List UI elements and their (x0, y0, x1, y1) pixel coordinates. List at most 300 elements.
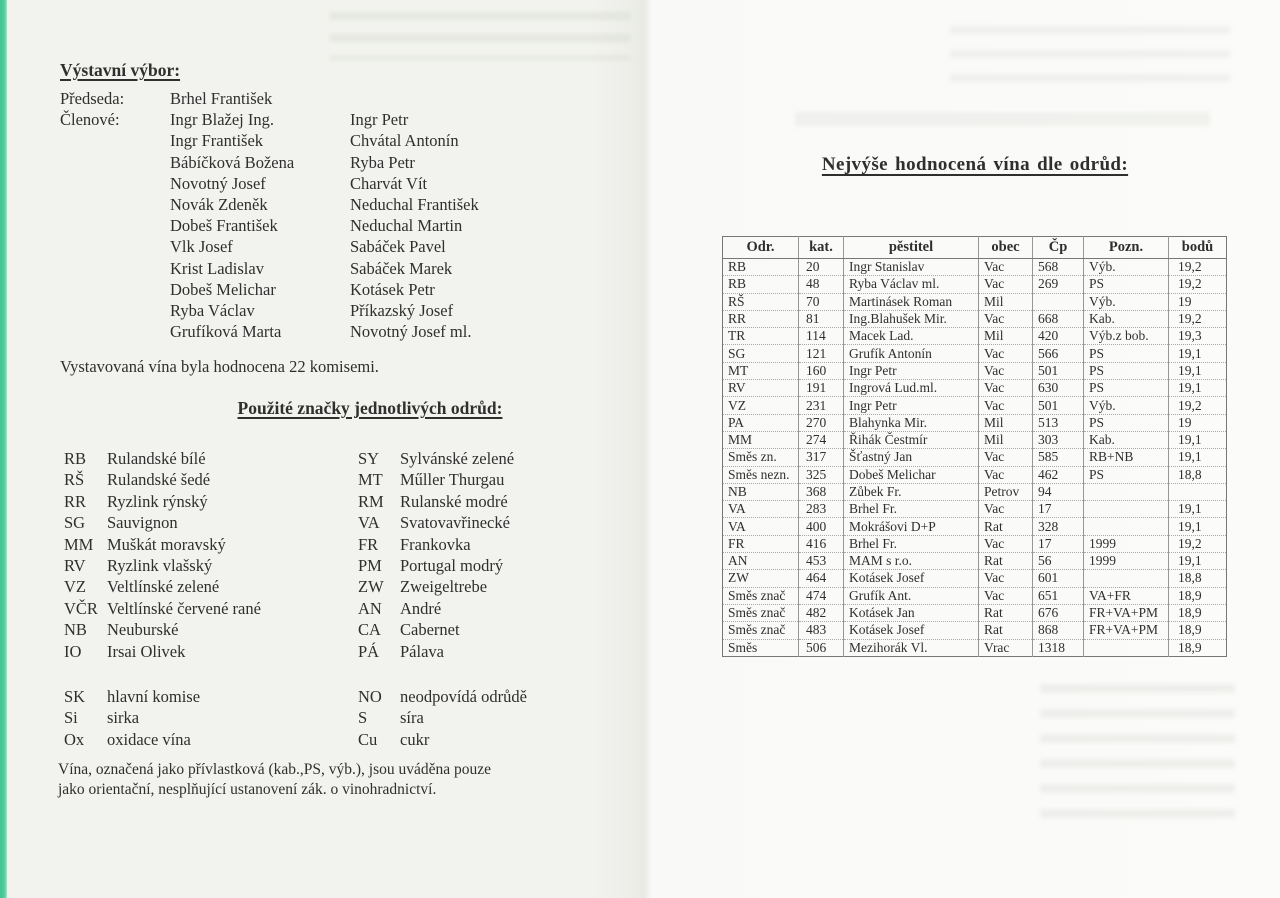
committee-list (60, 88, 600, 342)
cell: Cabernet (400, 620, 460, 640)
cell: 274 (799, 431, 844, 448)
cell: Vrac (979, 639, 1033, 656)
cell: 317 (799, 449, 844, 466)
cell: 19,2 (1169, 276, 1227, 293)
result-row (723, 259, 1227, 276)
committee-row (60, 300, 600, 321)
cell: 19,1 (1169, 345, 1227, 362)
result-row (723, 449, 1227, 466)
cell: PM (358, 555, 382, 575)
cell: Ryzlink rýnský (107, 491, 208, 511)
cell: Brhel Fr. (844, 535, 979, 552)
cell: 160 (799, 362, 844, 379)
scan-edge-strip (0, 0, 7, 898)
cell: Ingr Petr (350, 110, 409, 130)
cell: 283 (799, 501, 844, 518)
cell: Mil (979, 431, 1033, 448)
cell: 270 (799, 414, 844, 431)
cell: Ox (64, 729, 85, 749)
cell: 501 (1033, 362, 1084, 379)
cell: Dobeš Melichar (170, 279, 276, 299)
cell: Mil (979, 293, 1033, 310)
cell: Rulanské modré (400, 491, 508, 511)
cell: Macek Lad. (844, 328, 979, 345)
cell: hlavní komise (107, 687, 201, 706)
result-row (723, 328, 1227, 345)
cell: Příkazský Josef (350, 300, 454, 320)
cell: PÁ (358, 641, 380, 661)
cell (60, 215, 170, 236)
result-row (723, 639, 1227, 656)
cell: Krist Ladislav (170, 258, 264, 278)
cell: 328 (1033, 518, 1084, 535)
result-row (723, 622, 1227, 639)
committee-row (60, 130, 600, 151)
cell: Rat (979, 553, 1033, 570)
cell: Směs znač (723, 622, 799, 639)
cell: Svatovavřinecké (400, 513, 510, 533)
result-row (723, 345, 1227, 362)
cell: 19,1 (1169, 553, 1227, 570)
result-row (723, 466, 1227, 483)
cell: Grufík Ant. (844, 587, 979, 604)
cell: Směs znač (723, 604, 799, 621)
cell: 676 (1033, 604, 1084, 621)
cell (1084, 483, 1169, 500)
commissions-note: Vystavovaná vína byla hodnocena 22 komisemi. (60, 357, 379, 376)
cell: Ryba Petr (350, 152, 415, 172)
cell: Předseda: (60, 89, 125, 108)
cell: sirka (107, 708, 140, 728)
cell (350, 88, 600, 109)
cell: Ryzlink vlašský (107, 555, 213, 575)
cell: VA (723, 518, 799, 535)
column-header: Odr. (723, 237, 799, 259)
cell: S (358, 708, 368, 728)
cell: NB (64, 620, 87, 640)
cell: Muškát moravský (107, 534, 226, 554)
cell: Vac (979, 259, 1033, 276)
cell: Sylvánské zelené (400, 449, 515, 468)
cell: 18,9 (1169, 604, 1227, 621)
cell: AN (723, 553, 799, 570)
mark-row (64, 576, 609, 597)
mark-row (64, 641, 609, 662)
committee-row (60, 279, 600, 300)
cell: Řihák Čestmír (844, 431, 979, 448)
cell: Neduchal František (350, 194, 479, 214)
cell: 19,1 (1169, 362, 1227, 379)
cell: Neuburské (107, 620, 179, 640)
cell: oxidace vína (107, 729, 191, 749)
cell: 114 (799, 328, 844, 345)
cell: MM (723, 431, 799, 448)
cell: Martinásek Roman (844, 293, 979, 310)
cell: Vac (979, 310, 1033, 327)
cell: Ingrová Lud.ml. (844, 380, 979, 397)
cell: RŠ (64, 470, 85, 490)
cell: Výb.z bob. (1084, 328, 1169, 345)
cell (60, 152, 170, 173)
cell: Výb. (1084, 293, 1169, 310)
cell: FR (723, 535, 799, 552)
results-table (722, 236, 1227, 657)
result-row (723, 501, 1227, 518)
cell: 19 (1169, 414, 1227, 431)
cell: 18,8 (1169, 466, 1227, 483)
cell: RV (723, 380, 799, 397)
cell: FR (358, 534, 379, 554)
cell: 94 (1033, 483, 1084, 500)
cell: Frankovka (400, 534, 471, 554)
cell: Směs (723, 639, 799, 656)
column-header: bodů (1169, 237, 1227, 259)
cell (1084, 639, 1169, 656)
cell: 566 (1033, 345, 1084, 362)
cell: 19 (1169, 293, 1227, 310)
footnote-line: jako orientační, nesplňující ustanovení zák. o vinohradnictví. (58, 781, 437, 798)
committee-row (60, 88, 600, 109)
cell: Mezihorák Vl. (844, 639, 979, 656)
cell: SY (358, 449, 380, 468)
cell: Rulandské bílé (107, 449, 206, 468)
column-header: kat. (799, 237, 844, 259)
mark-row (64, 491, 609, 512)
result-row (723, 310, 1227, 327)
cell (60, 130, 170, 151)
cell: Veltlínské zelené (107, 577, 220, 597)
cell (60, 279, 170, 300)
cell: Vac (979, 449, 1033, 466)
cell (1084, 501, 1169, 518)
cell: Mokrášovi D+P (844, 518, 979, 535)
cell: André (400, 598, 442, 618)
cell: Vac (979, 587, 1033, 604)
cell: 18,9 (1169, 622, 1227, 639)
cell: Vac (979, 380, 1033, 397)
cell: 474 (799, 587, 844, 604)
cell: MT (723, 362, 799, 379)
cell: Blahynka Mir. (844, 414, 979, 431)
cell: RB (64, 449, 87, 468)
cell: RB+NB (1084, 449, 1169, 466)
cell (60, 194, 170, 215)
cell: 19,2 (1169, 397, 1227, 414)
cell: Šťastný Jan (844, 449, 979, 466)
cell: Chvátal Antonín (350, 131, 459, 151)
cell: 483 (799, 622, 844, 639)
committee-heading: Výstavní výbor: (60, 60, 181, 80)
cell: Vlk Josef (170, 237, 233, 257)
cell: TR (723, 328, 799, 345)
cell (1084, 570, 1169, 587)
cell: Ingr Petr (844, 362, 979, 379)
cell: Výb. (1084, 397, 1169, 414)
bleed-through-ghost (950, 26, 1230, 90)
cell: MM (64, 534, 94, 554)
cell: Brhel František (170, 89, 273, 108)
cell: 56 (1033, 553, 1084, 570)
cell: Rat (979, 622, 1033, 639)
column-header: obec (979, 237, 1033, 259)
cell (60, 236, 170, 257)
cell: cukr (400, 729, 430, 749)
cell: Ingr František (170, 131, 264, 151)
cell: Bábíčková Božena (170, 152, 295, 172)
results-title: Nejvýše hodnocená vína dle odrůd: (821, 154, 1129, 175)
cell: VČR (64, 598, 98, 618)
cell: Výb. (1084, 259, 1169, 276)
cell: 191 (799, 380, 844, 397)
cell: Vac (979, 276, 1033, 293)
cell: Petrov (979, 483, 1033, 500)
result-row (723, 483, 1227, 500)
cell: Směs zn. (723, 449, 799, 466)
cell: 506 (799, 639, 844, 656)
committee-row (60, 152, 600, 173)
cell: 668 (1033, 310, 1084, 327)
cell (60, 173, 170, 194)
committee-row (60, 236, 600, 257)
cell: Novotný Josef (170, 173, 266, 193)
cell: Mil (979, 328, 1033, 345)
cell: Sauvignon (107, 513, 178, 533)
result-row (723, 397, 1227, 414)
cell: Směs znač (723, 587, 799, 604)
cell: 453 (799, 553, 844, 570)
cell: NO (358, 687, 382, 706)
cell: Ingr Stanislav (844, 259, 979, 276)
cell: RV (64, 555, 86, 575)
cell: VA (723, 501, 799, 518)
cell: 19,2 (1169, 535, 1227, 552)
mark-row (64, 534, 609, 555)
cell: Neduchal Martin (350, 216, 463, 236)
cell: 70 (799, 293, 844, 310)
footnote (58, 760, 603, 800)
result-row (723, 431, 1227, 448)
cell: 19,2 (1169, 259, 1227, 276)
cell: Ing.Blahušek Mir. (844, 310, 979, 327)
cell: Veltlínské červené rané (107, 598, 261, 618)
result-row (723, 604, 1227, 621)
cell: NB (723, 483, 799, 500)
cell: PS (1084, 362, 1169, 379)
cell: Rat (979, 518, 1033, 535)
cell (60, 321, 170, 342)
cell: Sabáček Marek (350, 258, 453, 278)
cell: 17 (1033, 501, 1084, 518)
result-row (723, 380, 1227, 397)
marks-heading: Použité značky jednotlivých odrůd: (237, 398, 503, 418)
cell: Ingr Blažej Ing. (170, 110, 275, 130)
cell: Novák Zdeněk (170, 194, 268, 214)
cell: Mil (979, 414, 1033, 431)
cell: 400 (799, 518, 844, 535)
cell (60, 258, 170, 279)
cell (1033, 293, 1084, 310)
cell: Členové: (60, 110, 120, 130)
cell: Rulandské šedé (107, 470, 211, 490)
cell: Brhel Fr. (844, 501, 979, 518)
cell: 325 (799, 466, 844, 483)
cell: 20 (799, 259, 844, 276)
flag-row (64, 707, 609, 728)
cell: 18,9 (1169, 587, 1227, 604)
cell: Grufíková Marta (170, 322, 282, 342)
cell: Ingr Petr (844, 397, 979, 414)
cell: Műller Thurgau (400, 470, 505, 490)
cell: Zweigeltrebe (400, 577, 488, 597)
cell: 48 (799, 276, 844, 293)
mark-row (64, 598, 609, 619)
cell: ZW (723, 570, 799, 587)
cell: Vac (979, 570, 1033, 587)
committee-row (60, 194, 600, 215)
cell: 121 (799, 345, 844, 362)
mark-row (64, 448, 609, 469)
mark-row (64, 469, 609, 490)
cell: 303 (1033, 431, 1084, 448)
bleed-through-ghost (795, 112, 1210, 126)
cell: 19,1 (1169, 518, 1227, 535)
cell: Vac (979, 535, 1033, 552)
cell: Vac (979, 397, 1033, 414)
cell: Rat (979, 604, 1033, 621)
cell: Novotný Josef ml. (350, 322, 472, 342)
committee-row (60, 215, 600, 236)
committee-row (60, 258, 600, 279)
mark-row (64, 619, 609, 640)
cell: 19,1 (1169, 431, 1227, 448)
column-header: pěstitel (844, 237, 979, 259)
cell (1169, 483, 1227, 500)
cell: Pálava (400, 641, 444, 661)
result-row (723, 362, 1227, 379)
flag-marks-list (64, 686, 609, 750)
cell: Vac (979, 345, 1033, 362)
cell: PS (1084, 414, 1169, 431)
cell: 482 (799, 604, 844, 621)
cell: RM (358, 491, 384, 511)
cell: SG (723, 345, 799, 362)
result-row (723, 553, 1227, 570)
cell: VA (358, 513, 380, 533)
cell: SK (64, 687, 86, 706)
result-row (723, 276, 1227, 293)
bleed-through-ghost (1040, 684, 1235, 834)
cell: 868 (1033, 622, 1084, 639)
cell: Dobeš Melichar (844, 466, 979, 483)
cell: Kotásek Josef (844, 570, 979, 587)
cell: 416 (799, 535, 844, 552)
committee-row (60, 109, 600, 130)
result-row (723, 518, 1227, 535)
bleed-through-ghost (330, 12, 630, 60)
cell: síra (400, 708, 424, 728)
cell: Kotásek Josef (844, 622, 979, 639)
cell: SG (64, 513, 86, 533)
cell: 17 (1033, 535, 1084, 552)
flag-row (64, 686, 609, 707)
cell: MT (358, 470, 383, 490)
cell: PS (1084, 345, 1169, 362)
variety-marks-list (64, 448, 609, 662)
cell: Zůbek Fr. (844, 483, 979, 500)
result-row (723, 293, 1227, 310)
cell: PA (723, 414, 799, 431)
cell: 231 (799, 397, 844, 414)
cell: VZ (64, 577, 86, 597)
cell: VA+FR (1084, 587, 1169, 604)
cell: 269 (1033, 276, 1084, 293)
cell: Ryba Václav (170, 300, 255, 320)
cell: Kotásek Jan (844, 604, 979, 621)
cell: Si (64, 708, 78, 728)
cell: Vac (979, 501, 1033, 518)
cell: 585 (1033, 449, 1084, 466)
cell: 1999 (1084, 535, 1169, 552)
cell: RB (723, 259, 799, 276)
cell: 19,1 (1169, 449, 1227, 466)
cell: Portugal modrý (400, 555, 504, 575)
cell: Kab. (1084, 431, 1169, 448)
cell: 1999 (1084, 553, 1169, 570)
cell: PS (1084, 276, 1169, 293)
cell: 651 (1033, 587, 1084, 604)
cell: PS (1084, 380, 1169, 397)
cell: Grufík Antonín (844, 345, 979, 362)
flag-row (64, 729, 609, 750)
cell: FR+VA+PM (1084, 604, 1169, 621)
result-row (723, 535, 1227, 552)
cell: RR (64, 491, 87, 511)
cell: 568 (1033, 259, 1084, 276)
footnote-line: Vína, označená jako přívlastková (kab.,PS, výb.), jsou uváděna pouze (58, 761, 492, 778)
cell: Charvát Vít (350, 173, 428, 193)
cell: 18,9 (1169, 639, 1227, 656)
cell: FR+VA+PM (1084, 622, 1169, 639)
cell: Směs nezn. (723, 466, 799, 483)
cell: 420 (1033, 328, 1084, 345)
cell: CA (358, 620, 381, 640)
results-header-row (723, 237, 1227, 259)
committee-row (60, 173, 600, 194)
cell: VZ (723, 397, 799, 414)
cell: RB (723, 276, 799, 293)
cell (60, 300, 170, 321)
cell: MAM s r.o. (844, 553, 979, 570)
cell: 81 (799, 310, 844, 327)
cell: PS (1084, 466, 1169, 483)
cell: 513 (1033, 414, 1084, 431)
cell: neodpovídá odrůdě (400, 687, 527, 706)
cell: RR (723, 310, 799, 327)
cell: Sabáček Pavel (350, 237, 446, 257)
cell: IO (64, 641, 82, 661)
cell: 19,3 (1169, 328, 1227, 345)
cell: 368 (799, 483, 844, 500)
cell: 18,8 (1169, 570, 1227, 587)
cell: 464 (799, 570, 844, 587)
mark-row (64, 512, 609, 533)
cell: 601 (1033, 570, 1084, 587)
cell: 1318 (1033, 639, 1084, 656)
cell: Vac (979, 362, 1033, 379)
cell: RŠ (723, 293, 799, 310)
cell: Kab. (1084, 310, 1169, 327)
cell: 19,1 (1169, 380, 1227, 397)
